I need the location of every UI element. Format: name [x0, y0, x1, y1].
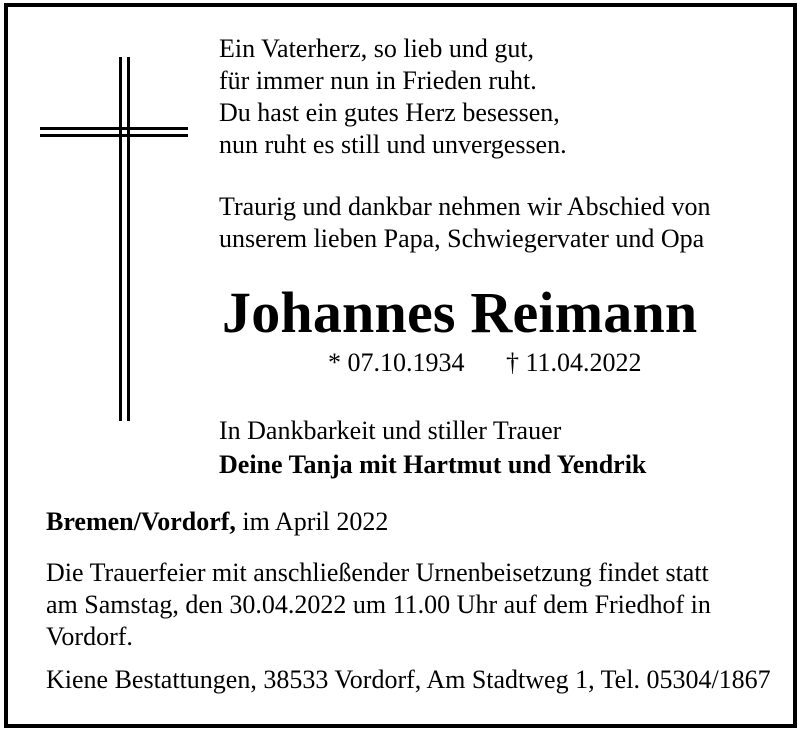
farewell-intro [219, 191, 711, 255]
cross-icon [40, 57, 188, 421]
verse-line: nun ruht es still und unvergessen. [219, 130, 567, 159]
place-date [46, 506, 388, 538]
birth-date: * 07.10.1934 [328, 348, 465, 377]
funeral-line: Vordorf. [46, 622, 133, 651]
death-date: † 11.04.2022 [506, 348, 642, 377]
intro-line: unserem lieben Papa, Schwiegervater und Opa [219, 224, 705, 253]
mourning-family: Deine Tanja mit Hartmut und Yendrik [219, 450, 647, 479]
intro-line: Traurig und dankbar nehmen wir Abschied von [219, 192, 711, 221]
funeral-line: am Samstag, den 30.04.2022 um 11.00 Uhr auf dem Friedhof in [46, 590, 711, 619]
place-month: im April 2022 [235, 507, 389, 536]
verse [219, 33, 567, 161]
deceased-name: Johannes Reimann [222, 280, 698, 345]
mourning-line: In Dankbarkeit und stiller Trauer [219, 416, 562, 445]
undertaker-info: Kiene Bestattungen, 38533 Vordorf, Am Stadtweg 1, Tel. 05304/1867 [46, 665, 771, 694]
verse-line: für immer nun in Frieden ruht. [219, 66, 537, 95]
funeral-line: Die Trauerfeier mit anschließender Urnenbeisetzung findet statt [46, 558, 709, 587]
funeral-info [46, 557, 711, 653]
verse-line: Du hast ein gutes Herz besessen, [219, 98, 560, 127]
place-location: Bremen/Vordorf, [46, 507, 236, 536]
verse-line: Ein Vaterherz, so lieb und gut, [219, 34, 535, 63]
